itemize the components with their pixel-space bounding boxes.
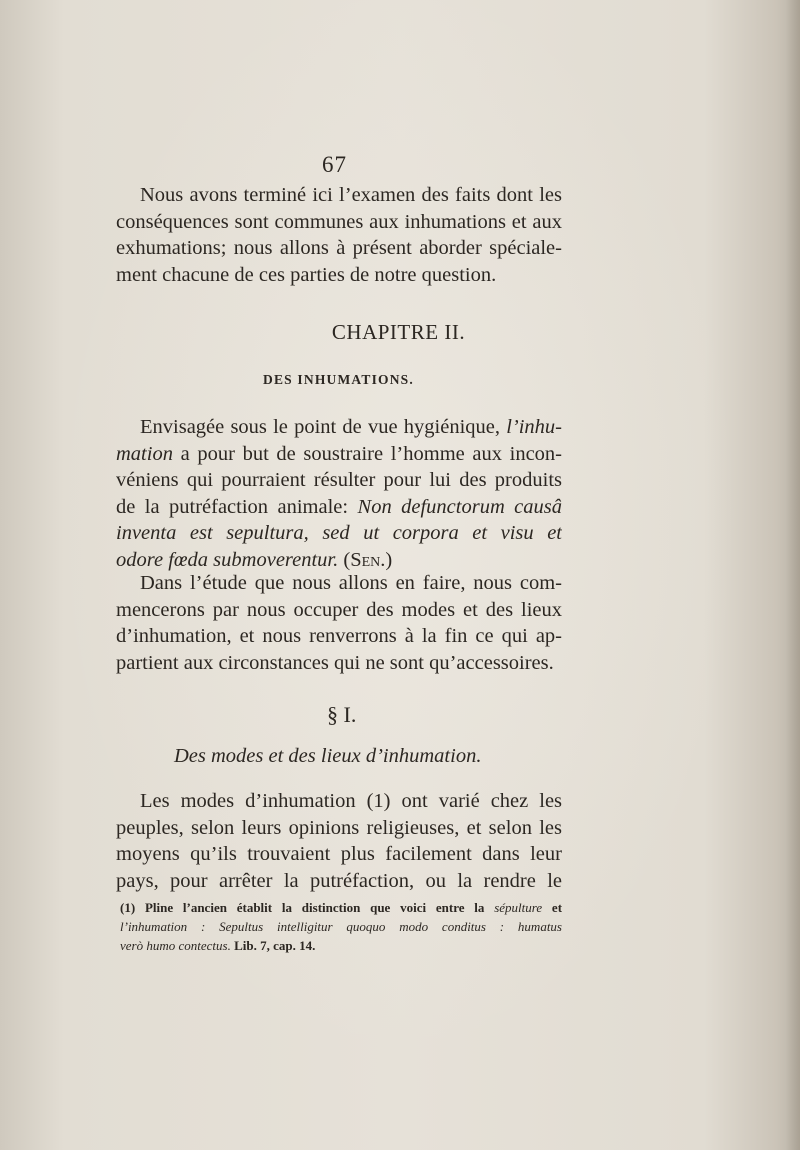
italic-run: l’inhumation : Sepultus intelligitur quoquo modo conditus : humatus bbox=[120, 919, 562, 934]
paragraph-3-line: mencerons par nous occuper des modes et des lieux bbox=[116, 598, 562, 621]
paragraph-4-line bbox=[116, 788, 562, 815]
page-edge-shadow bbox=[786, 0, 800, 1150]
chapter-heading bbox=[0, 320, 800, 345]
text-run: Les modes d’inhumation bbox=[140, 790, 356, 812]
paragraph-1 bbox=[116, 182, 562, 288]
paragraph-4-line: peuples, selon leurs opinions religieuses, et selon les bbox=[116, 816, 562, 839]
paragraph-2 bbox=[116, 414, 562, 573]
section-mark: § I. bbox=[327, 702, 357, 727]
text-run: a pour but de soustraire l’homme aux incon- bbox=[180, 442, 562, 465]
text-run: de la putréfaction animale: bbox=[116, 495, 349, 518]
text-run: ont varié chez les bbox=[401, 790, 562, 812]
citation: (Sen.) bbox=[343, 548, 393, 571]
italic-run: mation bbox=[116, 442, 173, 465]
text-run: Lib. 7, cap. 14. bbox=[234, 938, 316, 953]
paragraph-1-line: ment chacune de ces parties de notre question. bbox=[116, 263, 497, 286]
paragraph-2-line bbox=[116, 414, 562, 441]
chapter-title: CHAPITRE II. bbox=[331, 320, 466, 344]
paragraph-2-line bbox=[116, 441, 562, 468]
text-run: et bbox=[551, 900, 562, 915]
paragraph-2-line bbox=[116, 494, 562, 521]
page-number: 67 bbox=[322, 152, 347, 177]
paragraph-2-line bbox=[116, 520, 562, 547]
paragraph-2-line: véniens qui pourraient résulter pour lui des produits bbox=[116, 469, 562, 491]
paragraph-1-line: conséquences sont communes aux inhumations et aux bbox=[116, 210, 562, 233]
paragraph-1-line: exhumations; nous allons à présent aborder spéciale- bbox=[116, 237, 562, 259]
footnote-ref: (1) bbox=[366, 790, 391, 812]
paragraph-3-line: Dans l’étude que nous allons en faire, nous com- bbox=[140, 572, 562, 594]
paragraph-4-line: pays, pour arrêter la putréfaction, ou la rendre le bbox=[116, 869, 562, 892]
paragraph-3-line: partient aux circonstances qui ne sont qu’accessoires. bbox=[116, 651, 554, 674]
italic-run: sépulture bbox=[494, 900, 543, 915]
italic-run: verò humo contectus. bbox=[120, 938, 231, 953]
paragraph-4 bbox=[116, 788, 562, 894]
chapter-subtitle: DES INHUMATIONS. bbox=[263, 372, 414, 387]
latin-quote: Non defunctorum causâ bbox=[357, 495, 562, 518]
italic-run: l’inhu- bbox=[506, 416, 562, 438]
footnote-line bbox=[120, 917, 562, 936]
footnote-line bbox=[120, 898, 562, 917]
paragraph-4-line: moyens qu’ils trouvaient plus facilement dans leur bbox=[116, 843, 562, 865]
section-title: Des modes et des lieux d’inhumation. bbox=[174, 745, 482, 767]
text-run: (1) Pline l’ancien établit la distinction que voici entre la bbox=[120, 900, 485, 915]
latin-quote: inventa est sepultura, sed ut corpora et visu et bbox=[116, 522, 562, 544]
latin-quote: odore fœda submoverentur. bbox=[116, 548, 339, 571]
paragraph-3-line: d’inhumation, et nous renverrons à la fin ce qui ap- bbox=[116, 625, 562, 647]
text-run: Envisagée sous le point de vue hygiénique, bbox=[140, 416, 501, 438]
paragraph-1-line: Nous avons terminé ici l’examen des faits dont les bbox=[140, 184, 562, 206]
footnote bbox=[120, 898, 562, 955]
paragraph-3 bbox=[116, 570, 562, 676]
footnote-line bbox=[120, 936, 562, 955]
